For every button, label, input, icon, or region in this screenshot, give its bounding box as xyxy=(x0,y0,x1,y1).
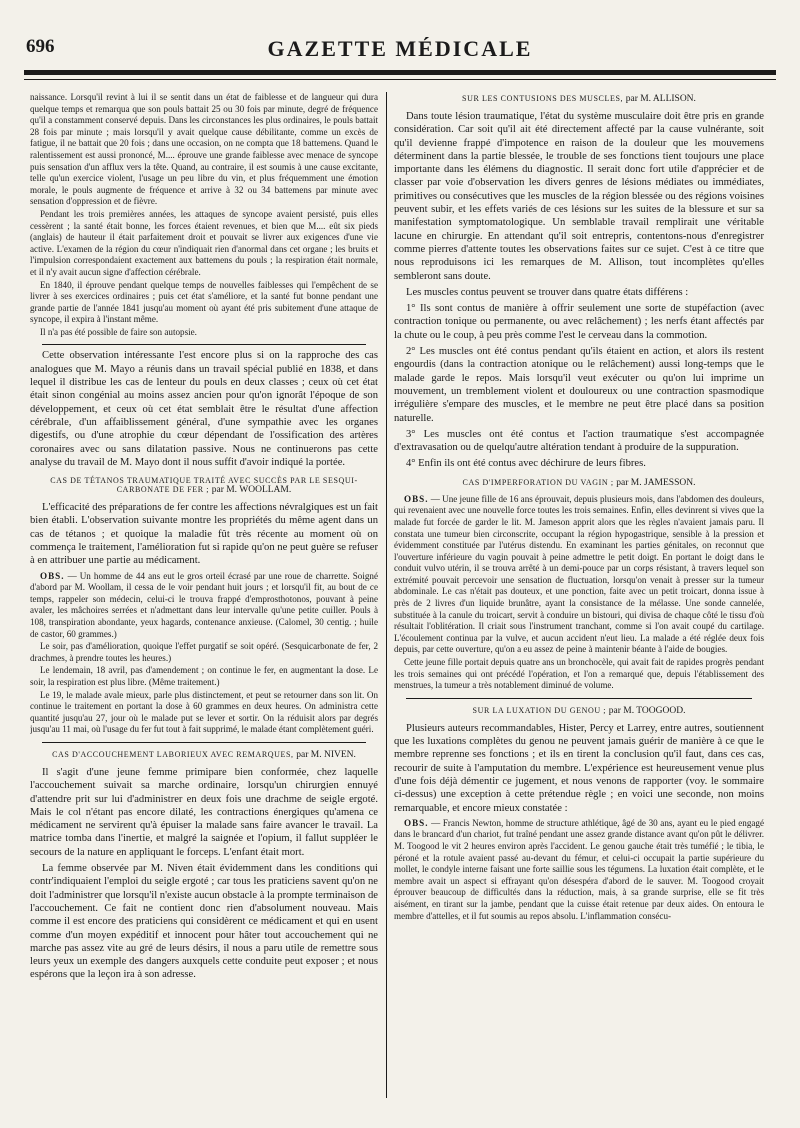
tetanos-heading xyxy=(30,476,378,495)
tetanos-observation xyxy=(30,571,378,641)
left-column xyxy=(30,92,378,1108)
imperforation-heading xyxy=(394,478,764,488)
genou-observation xyxy=(394,818,764,922)
accouchement-paragraph: Il s'agit d'une jeune femme primipare bien conformée, chez laquelle l'accouchement suivait sa marche ordinaire, lorsqu'un chirurgien ennuyé d'attendre prit sur lui d'administrer en deux fois une drachme de seigle ergoté. Mais le col n'étant pas encore dilaté, les contractions énergiques qu'amena ce médicament ne servirent qu'à épuiser la malade sans faire avancer le travail. La matrice tomba dans l'inertie, et malgré la saignée et l'opium, il fallut suppléer le secours de la nature en appliquant le forceps. L'enfant était mort. xyxy=(30,766,378,858)
accouchement-heading-text: CAS D'ACCOUCHEMENT LABORIEUX AVEC REMARQUES, xyxy=(52,749,294,759)
genou-heading xyxy=(394,706,764,716)
masthead-title: GAZETTE MÉDICALE xyxy=(267,36,533,61)
tetanos-author: par M. WOOLLAM. xyxy=(211,485,292,496)
continued-paragraph: En 1840, il éprouve pendant quelque temps de nouvelles faiblesses qui l'empêchent de se livrer à ses exercices ordinaires ; puis cet état s'améliore, et la santé fut bonne pendant une grande partie de l'année 1841 jusqu'au moment où ayant été pris subitement d'une attaque de syncope, il expira à l'instant même. xyxy=(30,279,378,325)
continued-paragraph: Il n'a pas été possible de faire son autopsie. xyxy=(40,326,197,337)
genou-intro: Plusieurs auteurs recommandables, Hister, Percy et Larrey, entre autres, soutiennent que les luxations complètes du genou ne peuvent jamais guérir de manière à ce que le membre reprenne ses fonctions ; et ils en tirent la conclusion qu'il faut, dans ces cas, recourir de suite à l'amputation du membre. L'expérience est heureusement venue plus d'une fois déjà démentir ce jugement, et nous venons de rapporter (voy. le sommaire ci-dessus) une exception à cette prétendue règle ; en voici une seconde, non moins remarquable, et encore mieux constatée : xyxy=(394,722,764,814)
genou-author: par M. TOOGOOD. xyxy=(608,705,686,716)
section-rule xyxy=(406,698,752,699)
continued-paragraph: naissance. Lorsqu'il revint à lui il se sentit dans un état de faiblesse et de langueur qui dura quelque temps et remarqua que son pouls battait 25 ou 30 fois par minute, degré de fréquence qu'il a constamment conservé depuis. Dans les circonstances les plus ordinaires, le pouls battait 28 fois par minute ; mais lorsqu'il y avait quelque cause débilitante, comme un excès de fatigue, il ne battait que 20 fois ; dans une occasion, on ne compta que 18 battemens. Quand le ralentissement est aussi prononcé, M.... éprouve une grande faiblesse avec menace de syncope puis sensation d'un afflux vers la tête. Quand, au contraire, il est soumis à une cause excitante, telle qu'un exercice violent, l'usage un peu libre du vin, et plus fréquemment une émotion morale, le pouls augmente de fréquence et arrive à 32 ou 34 battemens par minute avec sensation d'oppression et de fièvre. xyxy=(30,92,378,207)
imperforation-note: Cette jeune fille portait depuis quatre ans un bronchocèle, qui avait fait de rapides progrès pendant les trois semaines qui ont précédé l'opération, et l'on a remarqué que, depuis l'établissement des menstrues, la tumeur a très notablement diminué de volume. xyxy=(394,657,764,691)
right-column xyxy=(394,92,764,1108)
obs-text: — Francis Newton, homme de structure athlétique, âgé de 30 ans, ayant eu le pied engagé dans le brancard d'un chariot, fut traîné pendant une assez grande distance avant qu'on pût le délivrer. M. Toogood le vit 2 heures environ après l'accident. Le genou gauche était très tuméfié ; le tibia, le péroné et la rotule avaient passé au-devant du fémur, et celui-ci occupait la partie supérieure du mollet, le condyle interne faisant une forte saillie sous les tégumens. La luxation était complète, et le membre avait un aspect si effrayant qu'on désespéra d'abord de le sauver. M. Toogood croyait éprouver beaucoup de difficultés dans la réduction, mais, à sa grande surprise, elle se fit très aisément, en tirant sur la jambe, pendant que la cuisse était retenue par deux aides. On entoura le membre d'attelles, et il fut soumis au repos absolu. L'inflammation consécu- xyxy=(394,817,764,921)
contusions-heading-text: SUR LES CONTUSIONS DES MUSCLES, xyxy=(462,94,624,103)
page-number: 696 xyxy=(26,36,55,57)
obs-text: — Une jeune fille de 16 ans éprouvait, depuis plusieurs mois, dans l'abdomen des douleurs, qui revenaient avec une nouvelle force toutes les trois semaines. Enfin, elles devinrent si vives que la malade fut forcée de garder le lit. M. Jameson apprit alors que les règles n'avaient jamais paru. Il constata une tumeur bien circonscrite, occupant la région hypogastrique, sensible à la pression et évidemment constituée par l'utérus distendu. En examinant les parties génitales, on reconnut que l'ouverture inférieure du vagin pouvait à peine admettre le petit doigt. En portant le doigt dans le conduit vulvo utérin, il se trouva arrêté à un demi-pouce par un corps résistant, à travers lequel son extrémité pouvait percevoir une sensation de fluctuation, lorsqu'on venait à presser sur la tumeur abdominale. Le cas n'était pas douteux, et une ponction, faite avec un petit troicart, donna issue à près de 2 livres d'un liquide brunâtre, ayant la consistance de la mélasse. Une sonde cannelée, substituée à la canule du troicart, servit à conduire un bistouri, qui divisa de chaque côté le tissu d'où résultait l'oblitération. Il criait sous l'instrument tranchant, comme si l'on avait coupé du cartilage. L'écoulement continua par la vulve, et aucun accident n'eut lieu. La malade a été réglée deux fois depuis, par cette ouverture, qu'on a eu assez de peine à maintenir béante à l'aide de bougies. xyxy=(394,493,764,655)
accouchement-heading xyxy=(30,750,378,760)
tetanos-note: Le 19, le malade avale mieux, parle plus distinctement, et peut se retourner dans son lit. On continue le traitement en portant la dose à 60 grammes en deux heures. On administra cette quantité jusqu'au 27, jour où le malade put se lever et sortir. On la réduisit alors par degrés jusqu'au 11 mai, où l'usage du fer fut tout à fait supprimé, le malade étant complètement guéri. xyxy=(30,689,378,735)
imperforation-heading-text: CAS D'IMPERFORATION DU VAGIN ; xyxy=(462,477,614,487)
contusions-item: 4° Enfin ils ont été contus avec déchirure de leurs fibres. xyxy=(406,458,646,470)
header-rule-thin xyxy=(24,79,776,80)
contusions-heading xyxy=(394,94,764,104)
obs-text: — Un homme de 44 ans eut le gros orteil écrasé par une roue de charrette. Soigné d'abord par M. Woollam, il cessa de le voir pendant huit jours ; et lorsqu'il fit, au bout de ce temps, rappeler son médecin, celui-ci le trouva frappé d'emprosthotonos, pouvant à peine avaler, les mâchoires serrées et n'admettant dans leur intervalle qu'une petite cuiller. Pouls à 108, transpiration abondante, yeux hagards, contenance anxieuse. (Calomel, 30 centig. ; huile de castor, 60 grammes.) xyxy=(30,570,378,639)
contusions-author: par M. ALLISON. xyxy=(625,94,696,104)
tetanos-intro: L'efficacité des préparations de fer contre les affections névralgiques est un fait bien établi. L'observation suivante montre les propriétés du même agent dans un cas de tétanos ; et quoique la maladie fût très récente au moment où on commença le traitement, l'amélioration fut si rapide qu'on ne peut guère se refuser à en attribuer une partie au médicament. xyxy=(30,502,378,567)
contusions-item: 1° Ils sont contus de manière à offrir seulement une sorte de stupéfaction (avec contraction tonique ou permanente, ou avec relâchement) ; les nerfs étant affectés par la chute ou le coup, à peu près comme l'est le cerveau dans la commotion. xyxy=(394,303,764,341)
obs-label: OBS. xyxy=(404,493,429,504)
section-rule xyxy=(42,344,366,345)
section-rule xyxy=(42,742,366,743)
contusions-paragraph: Dans toute lésion traumatique, l'état du système musculaire doit être pris en grande considération. Car soit qu'il ait été directement affecté par la cause vulnérante, soit qu'il devienne frappé d'impotence en raison de la douleur que les mouvemens déterminent dans la partie blessée, le trouble de ses fonctions tient toujours une place importante dans les élémens du diagnostic. Il serait donc fort utile d'apprécier et de classer par voie d'observation les divers genres de lésions médiates ou immédiates, primitives ou consécutives que les muscles de la région blessée ou des régions voisines peuvent subir, et les effets variés de ces lésions sur les suites de la blessure et sur sa manifestation symptomatologique. Un semblable travail remplirait une véritable lacune en chirurgie. En attendant qu'il soit entrepris, contentons-nous d'enregistrer comme pierres d'attente toutes les observations faites sur ce sujet. C'est à ce titre que nous reproduisons ici les remarques de M. Allison, tout incomplètes qu'elles sembleront sans doute. xyxy=(394,111,764,282)
contusions-item: 3° Les muscles ont été contus et l'action traumatique s'est accompagnée d'extravasation ou de quelqu'autre altération tendant à produire de la suppuration. xyxy=(394,428,764,454)
accouchement-paragraph: La femme observée par M. Niven était évidemment dans les conditions qui contr'indiquaient l'emploi du seigle ergoté ; car tous les praticiens savent qu'on ne doit l'administrer que lorsqu'il n'existe aucun obstacle à la prompte terminaison de l'accouchement. Ce fait ne contient donc rien d'absolument nouveau. Mais comme il est encore des praticiens qui considèrent ce médicament et qui en usent comme d'un moyen expéditif et innocent pour hâter tout accouchement qui ne marche pas assez vite au gré de leurs désirs, il nous a paru utile de remettre sous leurs yeux un exemple des dangers auxquels cette conduite peut exposer ; et nous espérons que la leçon ira à son adresse. xyxy=(30,863,378,981)
header-rule-thick xyxy=(24,70,776,75)
tetanos-note: Le lendemain, 18 avril, pas d'amendement ; on continue le fer, en augmentant la dose. Le soir, la respiration est plus libre. (Même traitement.) xyxy=(30,665,378,687)
tetanos-heading-text: CAS DE TÉTANOS TRAUMATIQUE TRAITÉ AVEC SUCCÈS PAR LE SESQUI-CARBONATE DE FER ; xyxy=(50,476,358,495)
accouchement-author: par M. NIVEN. xyxy=(296,749,356,760)
imperforation-author: par M. JAMESSON. xyxy=(616,477,696,488)
obs-label: OBS. xyxy=(404,817,429,828)
genou-heading-text: SUR LA LUXATION DU GENOU ; xyxy=(472,705,607,715)
column-divider xyxy=(386,92,387,1098)
imperforation-observation xyxy=(394,494,764,656)
tetanos-note: Le soir, pas d'amélioration, quoique l'effet purgatif se soit opéré. (Sesquicarbonate de fer, 2 drachmes, à prendre toutes les heures.) xyxy=(30,641,378,663)
contusions-paragraph: Les muscles contus peuvent se trouver dans quatre états différens : xyxy=(406,286,689,298)
mayo-paragraph: Cette observation intéressante l'est encore plus si on la rapproche des cas analogues que M. Mayo a réunis dans un travail spécial publié en 1838, et dans lequel il distribue les cas de lenteur du pouls en deux classes ; ceux où cet état était sinon congénial au moins assez ancien pour qu'on ignorât l'époque de son développement, et ceux où cet état semblait être le résultat d'une affection cérébrale, d'un affaiblissement général, d'une sympathie avec les organes digestifs, ou d'une atrophie du cœur dépendant de l'ossification des artères coronaires avec ou sans dilatation passive. Nous ne continuerons pas cette analyse du travail de M. Mayo dont il nous suffit d'avoir indiqué la portée. xyxy=(30,350,378,468)
obs-label: OBS. xyxy=(40,570,65,581)
contusions-item: 2° Les muscles ont été contus pendant qu'ils étaient en action, et alors ils restent engourdis (dans la contraction atonique ou le relâchement) aussi long-temps que le malade garde le repos. Mais lorsqu'il veut exécuter ou qu'on lui imprime un mouvement, un tremblement violent et douloureux ou une contraction spasmodique irrégulière s'empare des muscles, et le membre ne peut être placé dans sa position naturelle. xyxy=(394,346,764,424)
continued-paragraph: Pendant les trois premières années, les attaques de syncope avaient persisté, puis elles cessèrent ; la santé était bonne, les forces étaient revenues, et bien que M.... eût six pieds (anglais) de hauteur il était parfaitement droit et pouvait se livrer aux exigences d'une vie active. L'examen de la région du cœur n'indiquait rien d'anormal dans cet organe ; les bruits et l'impulsion correspondaient exactement aux battemens du pouls ; la respiration était normale, et il n'y avait aucun signe d'affection cérébrale. xyxy=(30,208,378,277)
